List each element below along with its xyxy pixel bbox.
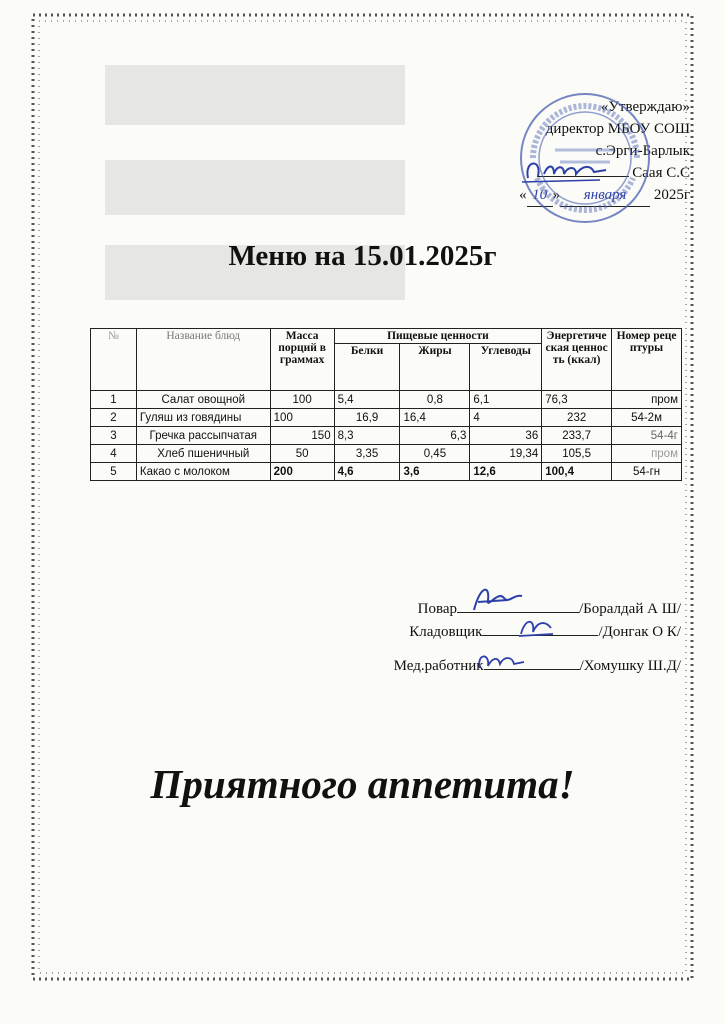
- table-row: [91, 391, 682, 409]
- row-num: 5: [91, 463, 137, 481]
- row-energy: 232: [542, 409, 612, 427]
- header-mass: Масса порций в граммах: [270, 329, 334, 391]
- approval-line-1: «Утверждаю»: [600, 99, 690, 115]
- row-proteins: 8,3: [334, 427, 400, 445]
- approval-date-month: января: [560, 184, 650, 207]
- row-carbs: 6,1: [470, 391, 542, 409]
- table-row: [91, 463, 682, 481]
- row-dish: Хлеб пшеничный: [136, 445, 270, 463]
- row-proteins: 5,4: [334, 391, 400, 409]
- closing-message: Приятного аппетита!: [150, 761, 575, 807]
- header-recipe: Номер рецептуры: [612, 329, 682, 391]
- row-fats: 0,45: [400, 445, 470, 463]
- signature-medic: [394, 657, 681, 675]
- row-dish: Салат овощной: [136, 391, 270, 409]
- row-fats: 6,3: [400, 427, 470, 445]
- header-fats: Жиры: [400, 344, 470, 391]
- header-num: №: [91, 329, 137, 391]
- row-mass: 50: [270, 445, 334, 463]
- table-row: [91, 445, 682, 463]
- header-proteins: Белки: [334, 344, 400, 391]
- signature-person: /Донгак О К/: [598, 624, 681, 640]
- row-fats: 3,6: [400, 463, 470, 481]
- storekeeper-signature-scribble: [515, 612, 559, 642]
- header-carbs: Углеводы: [470, 344, 542, 391]
- header-energy: Энергетическая ценность (ккал): [542, 329, 612, 391]
- row-energy: 100,4: [542, 463, 612, 481]
- row-fats: 16,4: [400, 409, 470, 427]
- row-num: 1: [91, 391, 137, 409]
- table-header-row: [91, 329, 682, 344]
- row-proteins: 3,35: [334, 445, 400, 463]
- row-carbs: 19,34: [470, 445, 542, 463]
- row-mass: 100: [270, 391, 334, 409]
- approval-date-open: «: [519, 187, 527, 203]
- header-dish: Название блюд: [136, 329, 270, 391]
- row-proteins: 4,6: [334, 463, 400, 481]
- director-signature: [520, 150, 610, 190]
- header-nutrition: Пищевые ценности: [334, 329, 542, 344]
- row-num: 4: [91, 445, 137, 463]
- row-recipe: 54-2м: [612, 409, 682, 427]
- menu-table: [90, 328, 682, 481]
- approval-name: Саая С.С: [632, 165, 690, 181]
- row-carbs: 36: [470, 427, 542, 445]
- signature-person: /Хомушку Ш.Д/: [579, 658, 681, 674]
- row-dish: Гречка рассыпчатая: [136, 427, 270, 445]
- approval-line-3: с.Эрги-Барлык: [595, 143, 690, 159]
- approval-date-year: 2025г: [653, 187, 690, 203]
- row-mass: 100: [270, 409, 334, 427]
- row-num: 3: [91, 427, 137, 445]
- row-dish: Какао с молоком: [136, 463, 270, 481]
- row-mass: 200: [270, 463, 334, 481]
- page-title: Меню на 15.01.2025г: [228, 240, 497, 272]
- approval-date-day: 10: [527, 184, 553, 207]
- row-num: 2: [91, 409, 137, 427]
- table-row: [91, 409, 682, 427]
- row-energy: 233,7: [542, 427, 612, 445]
- signature-role: Повар: [417, 601, 457, 617]
- row-fats: 0,8: [400, 391, 470, 409]
- row-dish: Гуляш из говядины: [136, 409, 270, 427]
- row-mass: 150: [270, 427, 334, 445]
- row-energy: 105,5: [542, 445, 612, 463]
- medic-signature-scribble: [474, 648, 526, 676]
- row-carbs: 4: [470, 409, 542, 427]
- row-proteins: 16,9: [334, 409, 400, 427]
- row-energy: 76,3: [542, 391, 612, 409]
- row-recipe: пром: [612, 445, 682, 463]
- approval-date: « 10 » января 2025г: [519, 184, 690, 207]
- signature-person: /Боралдай А Ш/: [578, 601, 681, 617]
- row-recipe: 54-гн: [612, 463, 682, 481]
- table-row: [91, 427, 682, 445]
- row-carbs: 12,6: [470, 463, 542, 481]
- signature-role: Мед.работник: [393, 658, 484, 674]
- row-recipe: 54-4г: [612, 427, 682, 445]
- approval-line-2: директор МБОУ СОШ: [545, 121, 690, 137]
- signature-role: Кладовщик: [409, 624, 483, 640]
- row-recipe: пром: [612, 391, 682, 409]
